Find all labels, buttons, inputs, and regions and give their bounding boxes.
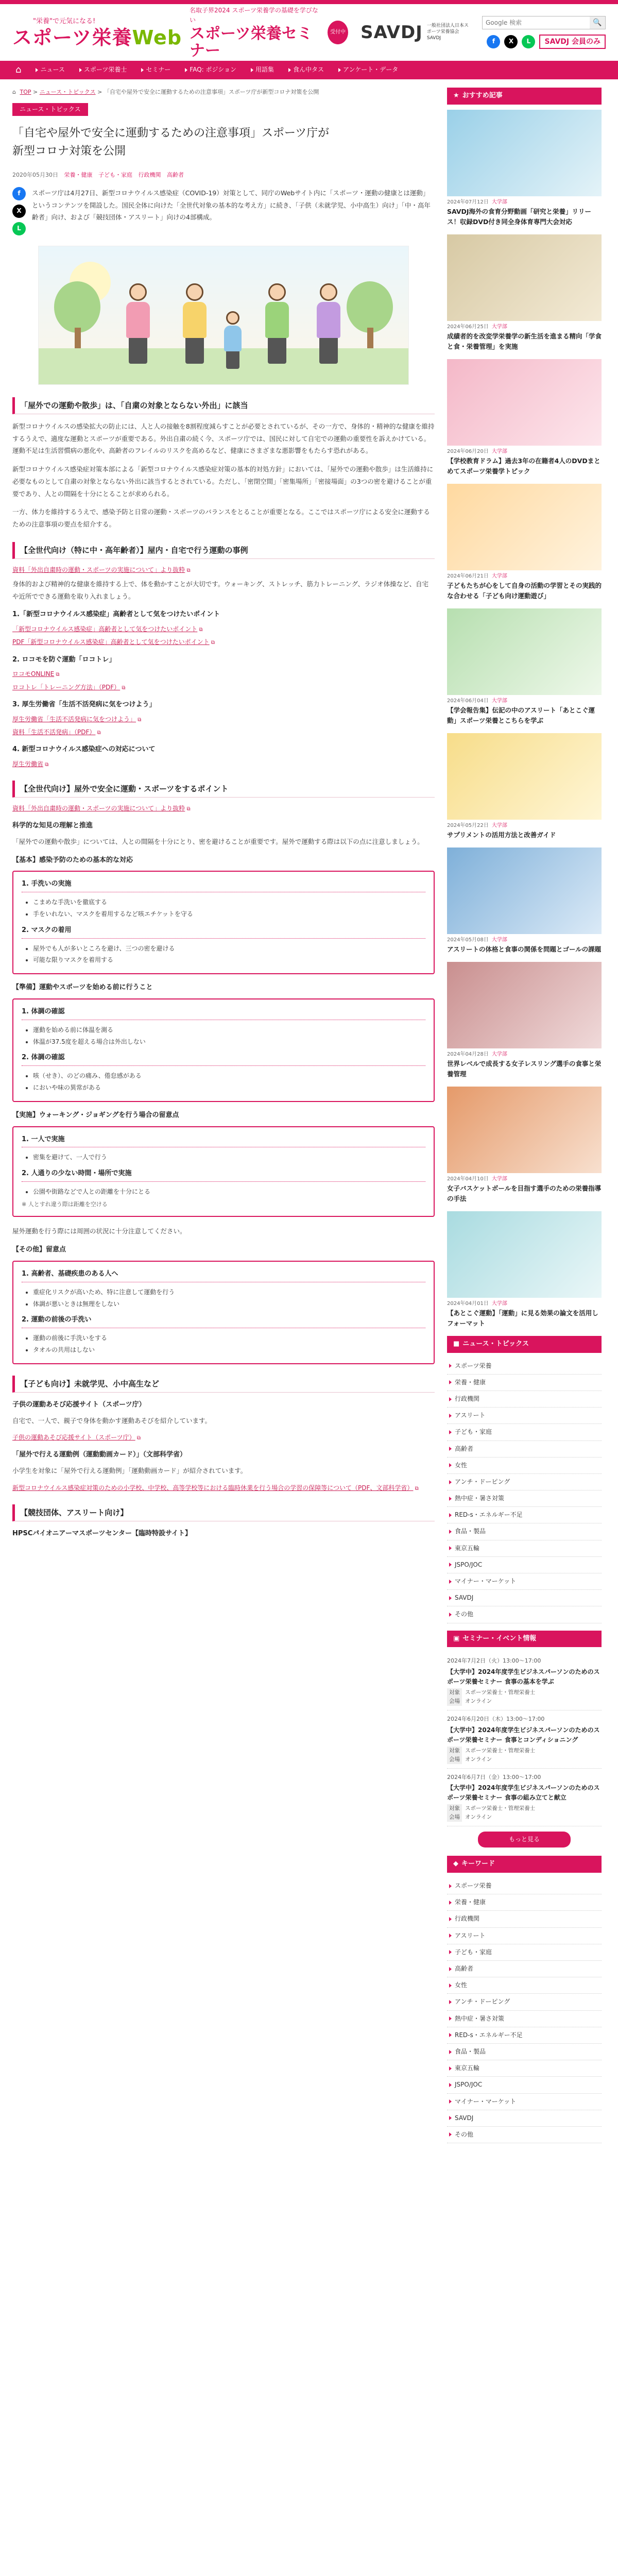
sidebar-heading-topics bbox=[447, 1336, 602, 1353]
person-figure bbox=[126, 283, 150, 364]
card-tag: 大学部 bbox=[491, 324, 507, 330]
line-share-icon[interactable]: L bbox=[12, 222, 26, 235]
list-item: • 密集を避けて、一人で行う bbox=[33, 1151, 425, 1163]
sub-heading: HPSCパイオニアーマスポーツセンター【臨時特設サイト】 bbox=[12, 1530, 192, 1538]
keyword-link[interactable]: 行政機関 bbox=[447, 1911, 602, 1927]
card-thumbnail bbox=[447, 608, 602, 695]
box-heading: 1. 一人で実施 bbox=[22, 1134, 425, 1148]
paragraph: 「屋外での運動や散歩」については、人との間隔を十分にとり、密を避けることが重要です。屋外で運動する際は以下の点に注意しましょう。 bbox=[12, 837, 424, 845]
card-title: 成績者的を改変学栄養学の新生活を進まる精向「学食と食・栄養管理」を実施 bbox=[447, 332, 602, 350]
list-heading: 1.「新型コロナウイルス感染症」高齢者として気をつけたいポイント bbox=[12, 611, 220, 619]
list-item: • 重症化リスクが高いため、特に注意して運動を行う bbox=[33, 1286, 425, 1298]
list-item: • 体温が37.5度を超える場合は外出しない bbox=[33, 1036, 425, 1048]
sidebar bbox=[447, 88, 602, 2150]
breadcrumb-category[interactable]: ニュース・トピックス bbox=[39, 89, 96, 95]
card-title: 女子バスケットボールを目指す選手のための栄養指導の手法 bbox=[447, 1184, 602, 1202]
card-thumbnail bbox=[447, 848, 602, 934]
topic-link[interactable]: 栄養・健康 bbox=[447, 1375, 602, 1391]
recommend-card[interactable] bbox=[447, 359, 602, 477]
card-thumbnail bbox=[447, 962, 602, 1048]
sub-heading: 科学的な知見の理解と推進 bbox=[12, 822, 93, 830]
sidebar-heading-label: ニュース・トピックス bbox=[462, 1340, 529, 1348]
nav-item-seminar[interactable]: セミナー bbox=[134, 61, 178, 79]
person-figure bbox=[265, 283, 289, 364]
keyword-link[interactable]: 子ども・家庭 bbox=[447, 1944, 602, 1961]
card-tag: 大学部 bbox=[491, 448, 507, 454]
logo-main-a: スポーツ栄養 bbox=[12, 26, 132, 49]
member-banner[interactable]: SAVDJ 会員のみ bbox=[539, 35, 606, 49]
topic-link[interactable]: JSPO/JOC bbox=[447, 1557, 602, 1573]
keyword-link[interactable]: 高齢者 bbox=[447, 1961, 602, 1977]
nav-item-food[interactable]: 食ん中タス bbox=[281, 61, 331, 79]
tree-shape bbox=[347, 281, 393, 353]
main-nav bbox=[0, 61, 618, 79]
breadcrumb-top[interactable]: TOP bbox=[20, 89, 31, 95]
sidebar-heading-label: おすすめ記事 bbox=[462, 92, 503, 99]
person-figure bbox=[183, 283, 207, 364]
sidebar-heading-label: セミナー・イベント情報 bbox=[462, 1634, 537, 1642]
resource-link bbox=[12, 759, 435, 769]
card-date bbox=[447, 1175, 602, 1183]
keyword-link[interactable]: SAVDJ bbox=[447, 2110, 602, 2127]
nav-item-faq[interactable]: FAQ: ポジション bbox=[178, 61, 244, 79]
section-heading: 「屋外での運動や散歩」は、「自粛の対象とならない外出」に該当 bbox=[12, 397, 435, 414]
card-date-text: 2024年05月08日 bbox=[447, 937, 489, 943]
list-item: • こまめな手洗いを徹底する bbox=[33, 896, 425, 908]
resource-link-text[interactable]: 新型コロナウイルス感染症対策のための小学校、中学校、高等学校等における臨時休業を行う場合の学習の保障等について（PDF、文部科学省） bbox=[12, 1484, 414, 1492]
card-date bbox=[447, 198, 602, 207]
nav-item-news[interactable]: ニュース bbox=[28, 61, 72, 79]
tag-icon: ◆ bbox=[453, 1860, 458, 1868]
header-social bbox=[487, 35, 606, 49]
breadcrumb-home-icon: ⌂ bbox=[12, 89, 16, 95]
card-date bbox=[447, 1050, 602, 1059]
card-tag: 大学部 bbox=[491, 698, 507, 704]
recommend-card[interactable] bbox=[447, 234, 602, 352]
home-icon[interactable]: ⌂ bbox=[15, 64, 22, 75]
card-tag: 大学部 bbox=[491, 822, 507, 828]
content-layout bbox=[0, 88, 618, 2150]
card-date-text: 2024年05月22日 bbox=[447, 822, 489, 828]
box-heading: 2. 体調の確認 bbox=[22, 1053, 425, 1066]
paragraph: 新型コロナウイルスの感染拡大の防止には、人と人の接触を8割程度減らすことが必要とされているが、その一方で、身体的・精神的な健康を維持するうえで、適度な運動とスポーツが重要である。外出自粛の続く今、スポーツ庁では、国民に対して自宅での運動の重要性を訴えかけている。運動不足は生活習慣病の悪化や、高齢者のフレイルのリスクを高めるなど、健康にさまざまな悪影響をもたらす恐れがある。 bbox=[12, 422, 435, 455]
section-heading: 【全世代向け】屋外で安全に運動・スポーツをするポイント bbox=[12, 781, 435, 798]
box-list bbox=[22, 1024, 425, 1048]
box-list bbox=[22, 896, 425, 920]
event-key: 会場 bbox=[447, 1697, 462, 1706]
topic-link[interactable]: RED-s・エネルギー不足 bbox=[447, 1507, 602, 1523]
event-value: スポーツ栄養士・管理栄養士 bbox=[465, 1805, 536, 1812]
topic-link[interactable]: 東京五輪 bbox=[447, 1540, 602, 1557]
event-value: スポーツ栄養士・管理栄養士 bbox=[465, 1689, 536, 1696]
box-list bbox=[22, 943, 425, 967]
box-heading: 1. 体調の確認 bbox=[22, 1007, 425, 1020]
card-thumbnail bbox=[447, 234, 602, 321]
topic-link[interactable]: スポーツ栄養 bbox=[447, 1358, 602, 1375]
card-title: 【学校教育ドラム】過去3年の在籍者4人のDVDまとめてスポーツ栄養学トピック bbox=[447, 456, 600, 475]
keyword-link[interactable]: マイナー・マーケット bbox=[447, 2094, 602, 2110]
keyword-link[interactable]: 女性 bbox=[447, 1977, 602, 1994]
topic-link[interactable]: 食品・製品 bbox=[447, 1523, 602, 1540]
box-label: 【その他】留意点 bbox=[12, 1246, 66, 1254]
source-link bbox=[12, 804, 435, 814]
box-heading: 2. マスクの着用 bbox=[22, 925, 425, 939]
resource-link bbox=[12, 1483, 435, 1493]
topic-link[interactable]: マイナー・マーケット bbox=[447, 1573, 602, 1590]
event-value: オンライン bbox=[465, 1814, 492, 1821]
event-value: オンライン bbox=[465, 1698, 492, 1705]
card-thumbnail bbox=[447, 1087, 602, 1173]
article-meta bbox=[12, 171, 435, 180]
resource-link bbox=[12, 727, 435, 737]
top-stripe bbox=[0, 0, 618, 4]
recommend-card[interactable] bbox=[447, 1087, 602, 1204]
sidebar-heading-recommend bbox=[447, 88, 602, 105]
keyword-link[interactable]: その他 bbox=[447, 2127, 602, 2143]
card-thumbnail bbox=[447, 110, 602, 196]
info-box bbox=[12, 871, 435, 974]
topic-link[interactable]: アスリート bbox=[447, 1408, 602, 1424]
search-input[interactable] bbox=[483, 16, 590, 29]
card-date bbox=[447, 1300, 602, 1308]
card-title: 子どもたちが心をして自身の活動の学習とその実践的な合わせる「子ども向け運動遊び」 bbox=[447, 581, 602, 600]
card-title: サプリメントの活用方法と改善ガイド bbox=[447, 831, 556, 839]
box-list bbox=[22, 1286, 425, 1310]
paragraph: 小学生を対象に「屋外で行える運動例」「運動動画カード」が紹介されています。 bbox=[12, 1467, 247, 1475]
box-heading: 1. 手洗いの実施 bbox=[22, 879, 425, 892]
seminar-banner[interactable] bbox=[190, 6, 348, 60]
resource-link-text[interactable]: ロコトレ「トレーニング方法」（PDF） bbox=[12, 683, 121, 691]
resource-link-text[interactable]: ロコモONLINE bbox=[12, 670, 55, 678]
nav-item-survey[interactable]: アンケート・データ bbox=[331, 61, 405, 79]
list-item: • 公園や街路などで人との距離を十分にとる bbox=[33, 1186, 425, 1198]
nav-item-glossary[interactable]: 用語集 bbox=[244, 61, 281, 79]
event-key: 対象 bbox=[447, 1804, 462, 1813]
list-item: • 運動の前後に手洗いをする bbox=[33, 1332, 425, 1344]
keyword-link[interactable]: JSPO/JOC bbox=[447, 2077, 602, 2093]
resource-link bbox=[12, 715, 435, 724]
topics-list bbox=[447, 1358, 602, 1623]
list-item: • 運動を始める前に体温を測る bbox=[33, 1024, 425, 1036]
card-date bbox=[447, 448, 602, 456]
box-list bbox=[22, 1332, 425, 1356]
box-heading: 2. 運動の前後の手洗い bbox=[22, 1315, 425, 1328]
resource-link bbox=[12, 637, 435, 647]
card-date bbox=[447, 323, 602, 331]
child-figure bbox=[224, 311, 242, 369]
card-thumbnail bbox=[447, 733, 602, 820]
event-title: 【大学中】2024年度学生ビジネスパーソンのためのスポーツ栄養セミナー 食事の基本を学ぶ bbox=[447, 1668, 600, 1686]
recommend-card[interactable] bbox=[447, 848, 602, 955]
resource-link bbox=[12, 683, 435, 692]
list-heading: 2. ロコモを防ぐ運動「ロコトレ」 bbox=[12, 655, 116, 664]
sub-heading: 「屋外で行える運動例（運動動画カード）」（文部科学省） bbox=[12, 1451, 187, 1459]
paragraph: 身体的および精神的な健康を維持する上で、体を動かすことが大切です。ウォーキング、ストレッチ、筋力トレーニング、ラジオ体操など、自宅や近所でできる運動を取り入れましょう。 bbox=[12, 580, 429, 600]
info-box bbox=[12, 1261, 435, 1364]
recommend-card[interactable] bbox=[447, 110, 602, 227]
topic-link[interactable]: 熱中症・暑さ対策 bbox=[447, 1490, 602, 1507]
event-item[interactable] bbox=[447, 1652, 602, 1710]
source-link bbox=[12, 565, 435, 575]
card-date bbox=[447, 572, 602, 581]
star-icon: ★ bbox=[453, 92, 459, 99]
list-item: • タオルの共用はしない bbox=[33, 1344, 425, 1356]
list-item: • 手をいれない、マスクを着用するなど咳エチケットを守る bbox=[33, 908, 425, 920]
card-date-text: 2024年06月21日 bbox=[447, 573, 489, 579]
box-note: ※ 人とすれ違う際は距離を空ける bbox=[22, 1200, 108, 1208]
resource-link-text[interactable]: 資料「生活不活発病」（PDF） bbox=[12, 728, 96, 736]
topic-link[interactable]: アンチ・ドーピング bbox=[447, 1474, 602, 1490]
seminar-title: スポーツ栄養セミナー bbox=[190, 25, 313, 60]
magnifier-icon[interactable]: 🔍 bbox=[590, 16, 605, 29]
card-date-text: 2024年04月10日 bbox=[447, 1176, 489, 1182]
card-tag: 大学部 bbox=[491, 1176, 507, 1182]
article-intro bbox=[12, 187, 435, 235]
keywords-list bbox=[447, 1878, 602, 2143]
keyword-link[interactable]: 熱中症・暑さ対策 bbox=[447, 2011, 602, 2027]
card-title: アスリートの体格と食事の関係を問題とゴールの課題 bbox=[447, 945, 602, 953]
event-key: 会場 bbox=[447, 1755, 462, 1764]
section-heading: 【競技団体、アスリート向け】 bbox=[12, 1504, 435, 1521]
card-date-text: 2024年06月04日 bbox=[447, 698, 489, 704]
card-date-text: 2024年04月28日 bbox=[447, 1051, 489, 1057]
event-key: 対象 bbox=[447, 1747, 462, 1755]
card-tag: 大学部 bbox=[491, 1051, 507, 1057]
logo-tagline: "栄養"で元気になる! bbox=[33, 17, 96, 25]
keyword-link[interactable]: アスリート bbox=[447, 1928, 602, 1944]
resource-link bbox=[12, 624, 435, 634]
site-header bbox=[0, 4, 618, 61]
folder-icon: ■ bbox=[453, 1340, 460, 1348]
paragraph: 新型コロナウイルス感染症対策本部による「新型コロナウイルス感染症対策の基本的対処方針」においては、「屋外での運動や散歩」は生活維持に必要なものとして自粛の対象とならない外出に該当するとされている。ただし、「密閉空間」「密集場所」「密接場面」の3つの密を避けることが重要であり、人との間隔を十分にとることが求められる。 bbox=[12, 465, 434, 498]
source-link-text[interactable]: 資料「外出自粛時の運動・スポーツの実施について」より抜粋 bbox=[12, 804, 185, 812]
resource-link-text[interactable]: 厚生労働省 bbox=[12, 760, 44, 768]
event-row bbox=[447, 1697, 602, 1706]
more-events-button[interactable]: もっと見る bbox=[478, 1832, 571, 1848]
savdj-org: 一般社団法人日本スポーツ栄養協会 SAVDJ bbox=[426, 23, 469, 41]
list-item: • においや味の異常がある bbox=[33, 1082, 425, 1094]
event-date: 2024年6月7日（金）13:00～17:00 bbox=[447, 1773, 541, 1781]
card-title: 【あとこぐ運動】「運動」に見る効果の論文を活用しフォーマット bbox=[447, 1309, 598, 1327]
article-main bbox=[12, 88, 435, 2150]
card-date bbox=[447, 697, 602, 705]
calendar-icon: ▣ bbox=[453, 1634, 460, 1642]
article-tag[interactable]: 子ども・家庭 bbox=[98, 172, 132, 179]
intro-text: スポーツ庁は4月27日、新型コロナウイルス感染症（COVID-19）対策として、同庁のWebサイト内に「スポーツ・運動の健康とは運動」というコンテンツを開設した。国民全体に向けた「全世代対象の基本的な考え方」に続き、「子供（未就学児、小中高生）向け」「中・高年齢者」向け、および「競技団体・アスリート」向けの4部構成。 bbox=[32, 189, 431, 222]
resource-link bbox=[12, 669, 435, 679]
recommend-card[interactable] bbox=[447, 733, 602, 840]
card-tag: 大学部 bbox=[491, 573, 507, 579]
box-heading: 2. 人通りの少ない時間・場所で実施 bbox=[22, 1168, 425, 1182]
card-tag: 大学部 bbox=[491, 937, 507, 943]
share-buttons bbox=[12, 187, 26, 235]
breadcrumb-current: 「自宅や屋外で安全に運動するための注意事項」スポーツ庁が新型コロナ対策を公開 bbox=[104, 89, 319, 95]
event-title: 【大学中】2024年度学生ビジネスパーソンのためのスポーツ栄養セミナー 食事の組み立てと献立 bbox=[447, 1784, 600, 1802]
event-row bbox=[447, 1688, 602, 1697]
box-label: 【準備】運動やスポーツを始める前に行うこと bbox=[12, 984, 153, 992]
ground-shape bbox=[39, 348, 408, 384]
event-key: 会場 bbox=[447, 1813, 462, 1822]
card-tag: 大学部 bbox=[491, 1300, 507, 1307]
box-list bbox=[22, 1151, 425, 1163]
section-heading: 【全世代向け（特に中・高年齢者）】屋内・自宅で行う運動の事例 bbox=[12, 542, 435, 559]
box-heading: 1. 高齢者、基礎疾患のある人へ bbox=[22, 1269, 425, 1282]
box-list bbox=[22, 1070, 425, 1094]
list-item: • 屋外でも人が多いところを避け、三つの密を避ける bbox=[33, 943, 425, 955]
event-value: スポーツ栄養士・管理栄養士 bbox=[465, 1747, 536, 1754]
person-figure bbox=[317, 283, 340, 364]
article-title: 「自宅や屋外で安全に運動するための注意事項」スポーツ庁が 新型コロナ対策を公開 bbox=[12, 126, 330, 158]
card-date-text: 2024年04月01日 bbox=[447, 1300, 489, 1307]
keyword-link[interactable]: 東京五輪 bbox=[447, 2060, 602, 2077]
topic-link[interactable]: 行政機関 bbox=[447, 1391, 602, 1408]
event-date: 2024年7月2日（火）13:00～17:00 bbox=[447, 1657, 541, 1665]
resource-link-text[interactable]: 厚生労働省「生活不活発病に気をつけよう」 bbox=[12, 715, 136, 723]
savdj-logo[interactable] bbox=[360, 19, 470, 46]
card-title: SAVDJ海外の食育分野動画「研究と栄養」リリース！収録DVD付き同全身体育専門大会対応 bbox=[447, 207, 592, 226]
article-tag[interactable]: 栄養・健康 bbox=[64, 172, 93, 179]
x-icon[interactable]: X bbox=[504, 35, 518, 48]
card-date bbox=[447, 936, 602, 944]
keyword-link[interactable]: 栄養・健康 bbox=[447, 1894, 602, 1911]
recommend-card[interactable] bbox=[447, 608, 602, 726]
card-date-text: 2024年07月12日 bbox=[447, 199, 489, 205]
keyword-link[interactable]: 食品・製品 bbox=[447, 2044, 602, 2060]
card-date bbox=[447, 822, 602, 830]
event-row bbox=[447, 1755, 602, 1764]
recommend-card[interactable] bbox=[447, 1211, 602, 1329]
x-share-icon[interactable]: X bbox=[12, 205, 26, 218]
list-heading: 4. 新型コロナウイルス感染症への対応について bbox=[12, 745, 156, 753]
sidebar-heading-label: キーワード bbox=[461, 1860, 495, 1868]
card-thumbnail bbox=[447, 484, 602, 570]
section-heading: 【子ども向け】未就学児、小中高生など bbox=[12, 1376, 435, 1393]
sidebar-heading-keywords bbox=[447, 1856, 602, 1873]
search-box bbox=[482, 16, 606, 29]
event-row bbox=[447, 1813, 602, 1822]
recommend-card[interactable] bbox=[447, 962, 602, 1079]
line-icon[interactable]: L bbox=[522, 35, 535, 48]
breadcrumb: ⌂ TOP > ニュース・トピックス > 「自宅や屋外で安全に運動するための注意事項」スポーツ庁が新型コロナ対策を公開 bbox=[12, 89, 319, 95]
site-logo[interactable] bbox=[12, 16, 182, 49]
tree-shape bbox=[54, 281, 100, 353]
event-item[interactable] bbox=[447, 1769, 602, 1827]
keyword-link[interactable]: RED-s・エネルギー不足 bbox=[447, 2027, 602, 2044]
list-item: • 体調が悪いときは無理をしない bbox=[33, 1298, 425, 1310]
facebook-icon[interactable]: f bbox=[487, 35, 500, 48]
topic-link[interactable]: 女性 bbox=[447, 1458, 602, 1474]
article-tag[interactable]: 行政機関 bbox=[138, 172, 161, 179]
sub-heading: 子供の運動あそび応援サイト（スポーツ庁） bbox=[12, 1400, 146, 1409]
card-title: 世界レベルで成長する女子レスリング選手の食事と栄養管理 bbox=[447, 1059, 602, 1078]
event-title: 【大学中】2024年度学生ビジネスパーソンのためのスポーツ栄養セミナー 食事とコンディショニング bbox=[447, 1726, 600, 1743]
category-label[interactable]: ニュース・トピックス bbox=[12, 103, 88, 116]
info-box bbox=[12, 1126, 435, 1217]
event-row bbox=[447, 1804, 602, 1813]
resource-link-text[interactable]: PDF「新型コロナウイルス感染症」高齢者として気をつけたいポイント bbox=[12, 638, 210, 646]
resource-link-text[interactable]: 子供の運動あそび応援サイト（スポーツ庁） bbox=[12, 1434, 135, 1442]
event-key: 対象 bbox=[447, 1688, 462, 1697]
box-list bbox=[22, 1186, 425, 1198]
nav-item-nutritionist[interactable]: スポーツ栄養士 bbox=[72, 61, 134, 79]
card-thumbnail bbox=[447, 359, 602, 446]
card-thumbnail bbox=[447, 1211, 602, 1298]
keyword-link[interactable]: アンチ・ドーピング bbox=[447, 1994, 602, 2010]
header-right bbox=[482, 16, 606, 49]
event-item[interactable] bbox=[447, 1710, 602, 1769]
seminar-badge: 受付中 bbox=[328, 21, 348, 44]
hero-illustration bbox=[38, 246, 409, 385]
facebook-share-icon[interactable]: f bbox=[12, 187, 26, 200]
topic-link[interactable]: SAVDJ bbox=[447, 1590, 602, 1606]
list-heading: 3. 厚生労働省「生活不活発病に気をつけよう」 bbox=[12, 700, 156, 708]
source-link-text[interactable]: 資料「外出自粛時の運動・スポーツの実施について」より抜粋 bbox=[12, 566, 185, 573]
seminar-text bbox=[190, 6, 323, 59]
paragraph: 一方、体力を維持するうえで、感染予防と日常の運動・スポーツのバランスをとることが重要となる。ここではスポーツ庁による安全に運動するための注意事項の要点を紹介する。 bbox=[12, 508, 430, 528]
seminar-sub: 名取子界2024 スポーツ栄養学の基礎を学びない bbox=[190, 6, 318, 24]
card-date-text: 2024年06月25日 bbox=[447, 324, 489, 330]
paragraph: 自宅で、一人で、親子で身体を動かす運動あそびを紹介しています。 bbox=[12, 1416, 212, 1425]
list-item: • 可能な限りマスクを着用する bbox=[33, 954, 425, 966]
info-box bbox=[12, 998, 435, 1102]
card-date-text: 2024年06月20日 bbox=[447, 448, 489, 454]
paragraph: 屋外運動を行う際には周囲の状況に十分注意してください。 bbox=[12, 1227, 186, 1235]
recommend-card[interactable] bbox=[447, 484, 602, 601]
logo-main-b: Web bbox=[132, 26, 182, 49]
sidebar-heading-events bbox=[447, 1631, 602, 1648]
box-label: 【基本】感染予防のための基本的な対応 bbox=[12, 856, 133, 864]
topic-link[interactable]: その他 bbox=[447, 1606, 602, 1623]
article-tag[interactable]: 高齢者 bbox=[167, 172, 184, 179]
card-title: 【学会報告集】伝記の中のアスリート「あとこぐ運動」スポーツ栄養とこちらを学ぶ bbox=[447, 706, 595, 724]
resource-link bbox=[12, 1433, 435, 1443]
topic-link[interactable]: 子ども・家庭 bbox=[447, 1424, 602, 1440]
list-item: • 咳（せき）、のどの痛み、倦怠感がある bbox=[33, 1070, 425, 1082]
event-value: オンライン bbox=[465, 1756, 492, 1762]
card-tag: 大学部 bbox=[491, 199, 507, 205]
keyword-link[interactable]: スポーツ栄養 bbox=[447, 1878, 602, 1894]
savdj-mark: SAVDJ bbox=[360, 22, 423, 43]
article-date: 2020年05月30日 bbox=[12, 172, 58, 179]
event-row bbox=[447, 1747, 602, 1755]
topic-link[interactable]: 高齢者 bbox=[447, 1441, 602, 1458]
event-date: 2024年6月20日（木）13:00～17:00 bbox=[447, 1715, 545, 1722]
resource-link-text[interactable]: 「新型コロナウイルス感染症」高齢者として気をつけたいポイント bbox=[12, 625, 198, 633]
box-label: 【実施】ウォーキング・ジョギングを行う場合の留意点 bbox=[12, 1111, 179, 1119]
